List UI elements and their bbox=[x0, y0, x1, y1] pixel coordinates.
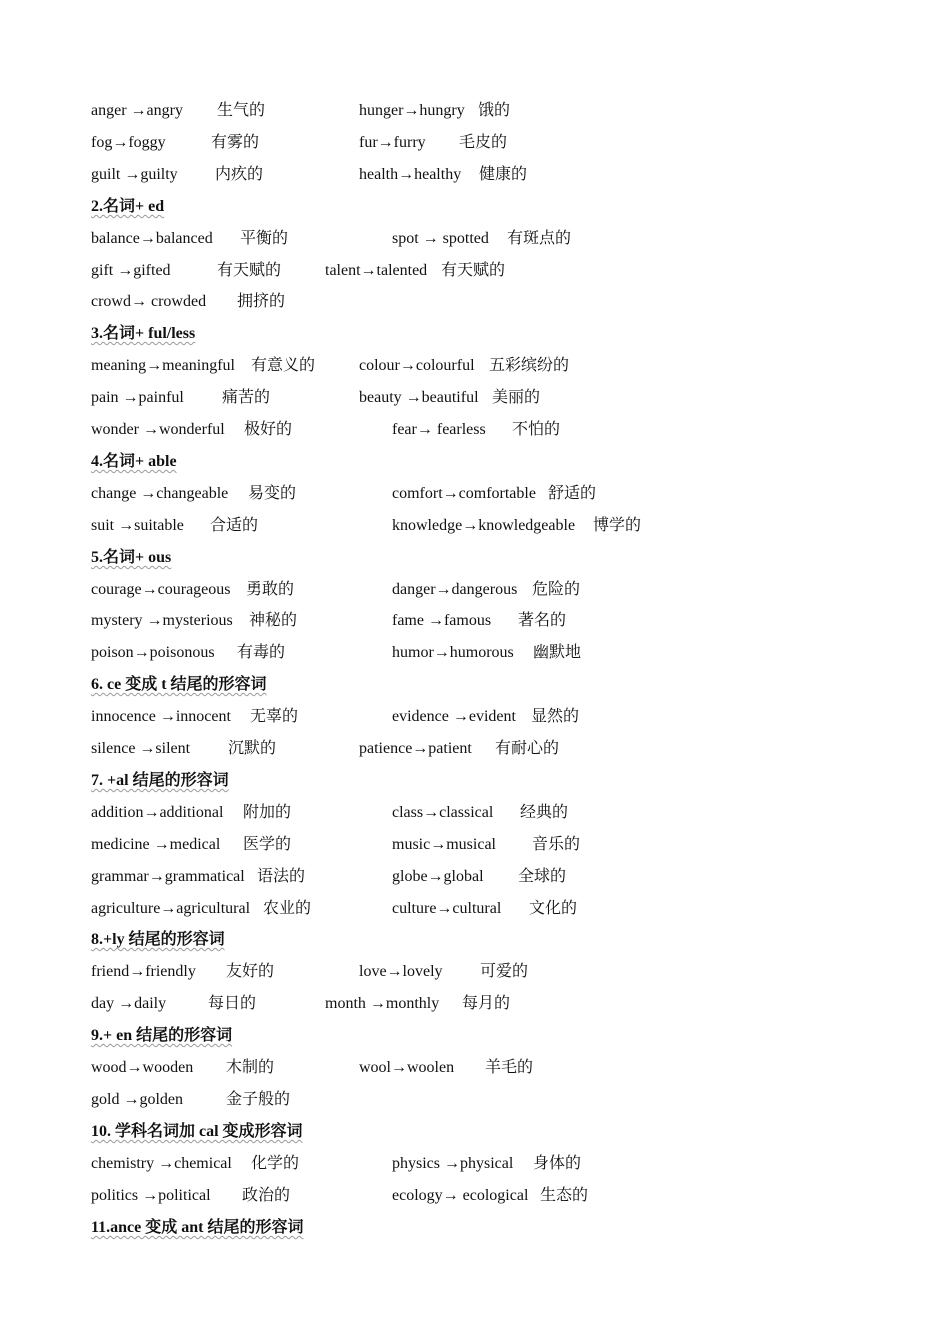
vocab-row bbox=[0, 1154, 950, 1186]
section-heading bbox=[91, 675, 791, 699]
right-english: humor→humorous bbox=[392, 644, 514, 661]
right-english: physics →physical bbox=[392, 1155, 514, 1172]
right-chinese: 健康的 bbox=[479, 166, 528, 183]
right-english: globe→global bbox=[392, 868, 484, 885]
left-english: medicine →medical bbox=[91, 836, 221, 853]
left-english: guilt →guilty bbox=[91, 166, 178, 183]
vocab-row bbox=[0, 611, 950, 643]
section-heading bbox=[91, 771, 791, 795]
vocab-row bbox=[0, 1090, 950, 1122]
left-chinese: 易变的 bbox=[248, 485, 297, 502]
right-chinese: 著名的 bbox=[518, 612, 567, 629]
left-chinese: 勇敢的 bbox=[246, 581, 295, 598]
left-chinese: 无辜的 bbox=[250, 708, 299, 725]
section-heading bbox=[91, 1026, 791, 1050]
right-english: evidence →evident bbox=[392, 708, 516, 725]
section-heading bbox=[91, 1218, 791, 1242]
right-english: spot → spotted bbox=[392, 230, 489, 247]
right-english: culture→cultural bbox=[392, 900, 502, 917]
left-english: mystery →mysterious bbox=[91, 612, 233, 629]
right-english: fear→ fearless bbox=[392, 421, 486, 438]
left-chinese: 语法的 bbox=[257, 868, 306, 885]
vocab-row bbox=[0, 101, 950, 133]
left-english: anger →angry bbox=[91, 102, 183, 119]
vocab-row bbox=[0, 165, 950, 197]
left-english: innocence →innocent bbox=[91, 708, 231, 725]
right-english: ecology→ ecological bbox=[392, 1187, 529, 1204]
vocab-row bbox=[0, 420, 950, 452]
right-english: wool→woolen bbox=[359, 1059, 455, 1076]
left-chinese: 平衡的 bbox=[240, 230, 289, 247]
left-chinese: 医学的 bbox=[243, 836, 292, 853]
right-chinese: 每月的 bbox=[462, 995, 511, 1012]
left-chinese: 合适的 bbox=[210, 517, 259, 534]
right-chinese: 身体的 bbox=[533, 1155, 582, 1172]
right-chinese: 有耐心的 bbox=[495, 740, 560, 757]
vocab-row bbox=[0, 643, 950, 675]
left-english: politics →political bbox=[91, 1187, 211, 1204]
left-english: gift →gifted bbox=[91, 262, 171, 279]
left-chinese: 木制的 bbox=[226, 1059, 275, 1076]
section-heading-text: 2.名词+ ed bbox=[91, 198, 165, 215]
left-chinese: 有毒的 bbox=[237, 644, 286, 661]
section-heading-text: 5.名词+ ous bbox=[91, 549, 172, 566]
left-english: poison→poisonous bbox=[91, 644, 215, 661]
section-heading bbox=[91, 197, 791, 221]
right-english: hunger→hungry bbox=[359, 102, 465, 119]
right-chinese: 经典的 bbox=[520, 804, 569, 821]
left-chinese: 有天赋的 bbox=[217, 262, 282, 279]
left-chinese: 神秘的 bbox=[249, 612, 298, 629]
section-heading bbox=[91, 548, 791, 572]
vocab-row bbox=[0, 580, 950, 612]
left-chinese: 友好的 bbox=[226, 963, 275, 980]
vocab-row bbox=[0, 994, 950, 1026]
section-heading bbox=[91, 930, 791, 954]
left-english: pain →painful bbox=[91, 389, 184, 406]
left-english: chemistry →chemical bbox=[91, 1155, 232, 1172]
left-chinese: 有意义的 bbox=[251, 357, 316, 374]
right-english: love→lovely bbox=[359, 963, 443, 980]
left-chinese: 内疚的 bbox=[215, 166, 264, 183]
right-chinese: 羊毛的 bbox=[485, 1059, 534, 1076]
right-chinese: 生态的 bbox=[540, 1187, 589, 1204]
left-english: fog→foggy bbox=[91, 134, 166, 151]
left-english: gold →golden bbox=[91, 1091, 183, 1108]
right-chinese: 音乐的 bbox=[532, 836, 581, 853]
left-chinese: 拥挤的 bbox=[237, 293, 286, 310]
left-chinese: 金子般的 bbox=[226, 1091, 291, 1108]
right-chinese: 有斑点的 bbox=[507, 230, 572, 247]
section-heading-text: 6. ce 变成 t 结尾的形容词 bbox=[91, 676, 267, 693]
left-chinese: 化学的 bbox=[251, 1155, 300, 1172]
right-english: comfort→comfortable bbox=[392, 485, 536, 502]
right-english: month →monthly bbox=[325, 995, 440, 1012]
right-chinese: 文化的 bbox=[529, 900, 578, 917]
right-english: music→musical bbox=[392, 836, 496, 853]
vocab-row bbox=[0, 1186, 950, 1218]
right-chinese: 毛皮的 bbox=[459, 134, 508, 151]
vocab-row bbox=[0, 292, 950, 324]
left-chinese: 生气的 bbox=[217, 102, 266, 119]
left-english: crowd→ crowded bbox=[91, 293, 207, 310]
left-english: wonder →wonderful bbox=[91, 421, 225, 438]
section-heading-text: 10. 学科名词加 cal 变成形容词 bbox=[91, 1123, 303, 1140]
section-heading bbox=[91, 324, 791, 348]
right-english: beauty →beautiful bbox=[359, 389, 479, 406]
left-english: wood→wooden bbox=[91, 1059, 194, 1076]
vocab-row bbox=[0, 229, 950, 261]
right-chinese: 全球的 bbox=[518, 868, 567, 885]
left-chinese: 沉默的 bbox=[228, 740, 277, 757]
right-chinese: 可爱的 bbox=[480, 963, 529, 980]
right-english: talent→talented bbox=[325, 262, 428, 279]
right-chinese: 舒适的 bbox=[548, 485, 597, 502]
left-english: silence →silent bbox=[91, 740, 191, 757]
left-chinese: 每日的 bbox=[208, 995, 257, 1012]
section-heading-text: 11.ance 变成 ant 结尾的形容词 bbox=[91, 1219, 304, 1236]
left-chinese: 极好的 bbox=[244, 421, 293, 438]
right-english: fame →famous bbox=[392, 612, 492, 629]
right-chinese: 五彩缤纷的 bbox=[489, 357, 570, 374]
section-heading-text: 4.名词+ able bbox=[91, 453, 177, 470]
left-english: suit →suitable bbox=[91, 517, 184, 534]
left-english: addition→additional bbox=[91, 804, 224, 821]
vocab-row bbox=[0, 962, 950, 994]
vocab-row bbox=[0, 388, 950, 420]
left-english: friend→friendly bbox=[91, 963, 196, 980]
vocab-row bbox=[0, 133, 950, 165]
vocab-row bbox=[0, 484, 950, 516]
left-english: balance→balanced bbox=[91, 230, 213, 247]
right-english: patience→patient bbox=[359, 740, 472, 757]
right-chinese: 幽默地 bbox=[533, 644, 582, 661]
vocab-row bbox=[0, 867, 950, 899]
vocab-row bbox=[0, 803, 950, 835]
section-heading-text: 8.+ly 结尾的形容词 bbox=[91, 931, 225, 948]
right-english: danger→dangerous bbox=[392, 581, 518, 598]
right-chinese: 美丽的 bbox=[492, 389, 541, 406]
vocab-row bbox=[0, 835, 950, 867]
vocab-row bbox=[0, 516, 950, 548]
section-heading-text: 3.名词+ ful/less bbox=[91, 325, 196, 342]
right-english: fur→furry bbox=[359, 134, 426, 151]
section-heading-text: 7. +al 结尾的形容词 bbox=[91, 772, 229, 789]
left-english: meaning→meaningful bbox=[91, 357, 235, 374]
left-chinese: 政治的 bbox=[242, 1187, 291, 1204]
left-chinese: 附加的 bbox=[243, 804, 292, 821]
left-english: agriculture→agricultural bbox=[91, 900, 251, 917]
left-chinese: 农业的 bbox=[263, 900, 312, 917]
vocab-row bbox=[0, 261, 950, 293]
left-chinese: 有雾的 bbox=[211, 134, 260, 151]
right-chinese: 显然的 bbox=[531, 708, 580, 725]
right-english: health→healthy bbox=[359, 166, 462, 183]
vocab-row bbox=[0, 739, 950, 771]
right-chinese: 饿的 bbox=[478, 102, 511, 119]
left-chinese: 痛苦的 bbox=[222, 389, 271, 406]
section-heading bbox=[91, 1122, 791, 1146]
section-heading-text: 9.+ en 结尾的形容词 bbox=[91, 1027, 233, 1044]
vocab-row bbox=[0, 1058, 950, 1090]
vocab-row bbox=[0, 707, 950, 739]
vocab-row bbox=[0, 899, 950, 931]
right-english: colour→colourful bbox=[359, 357, 475, 374]
right-chinese: 有天赋的 bbox=[441, 262, 506, 279]
left-english: courage→courageous bbox=[91, 581, 231, 598]
right-chinese: 博学的 bbox=[593, 517, 642, 534]
vocab-row bbox=[0, 356, 950, 388]
section-heading bbox=[91, 452, 791, 476]
left-english: day →daily bbox=[91, 995, 167, 1012]
right-chinese: 危险的 bbox=[532, 581, 581, 598]
left-english: change →changeable bbox=[91, 485, 229, 502]
left-english: grammar→grammatical bbox=[91, 868, 245, 885]
right-chinese: 不怕的 bbox=[512, 421, 561, 438]
right-english: class→classical bbox=[392, 804, 494, 821]
right-english: knowledge→knowledgeable bbox=[392, 517, 576, 534]
